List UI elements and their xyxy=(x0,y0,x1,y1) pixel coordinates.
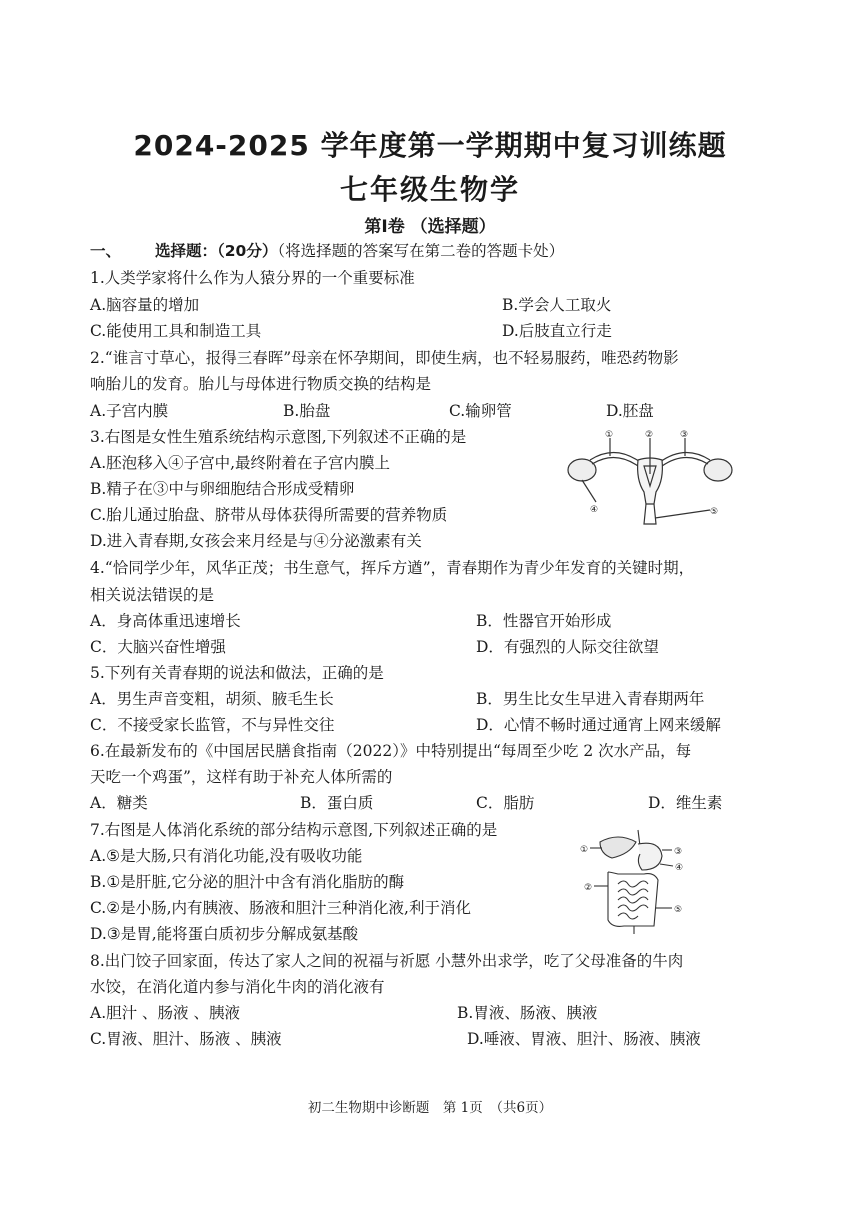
q1-option-c: C.能使用工具和制造工具 xyxy=(90,322,262,340)
q6-option-a: A．糖类 xyxy=(90,794,148,812)
q2-option-c: C.输卵管 xyxy=(449,402,512,420)
large-intestine xyxy=(608,872,658,926)
q4-option-a: A．身高体重迅速增长 xyxy=(90,612,241,630)
digest-label-2: ② xyxy=(584,883,593,893)
question-8-stem-line1: 8.出门饺子回家面，传达了家人之间的祝福与祈愿 小慧外出求学，吃了父母准备的牛肉 xyxy=(90,952,684,970)
right-oviduct-inner xyxy=(662,457,708,466)
q2-option-b: B.胎盘 xyxy=(283,402,331,420)
q7-option-b: B.①是肝脏,它分泌的胆汁中含有消化脂肪的酶 xyxy=(90,873,405,891)
stomach xyxy=(638,843,662,870)
question-1-stem: 1.人类学家将什么作为人猿分界的一个重要标准 xyxy=(90,269,415,287)
repro-label-3: ③ xyxy=(680,430,689,440)
q8-option-a: A.胆汁 、肠液 、胰液 xyxy=(90,1004,240,1022)
left-ovary xyxy=(568,459,596,481)
q6-option-c: C．脂肪 xyxy=(476,794,535,812)
question-2-stem-line2: 响胎儿的发育。胎儿与母体进行物质交换的结构是 xyxy=(90,375,432,393)
repro-label-1: ① xyxy=(605,430,614,440)
repro-label-2: ② xyxy=(645,430,654,440)
digest-label-1: ① xyxy=(580,845,589,855)
q3-option-b: B.精子在③中与卵细胞结合形成受精卵 xyxy=(90,480,355,498)
question-6-stem-line2: 天吃一个鸡蛋”，这样有助于补充人体所需的 xyxy=(90,768,393,786)
left-oviduct-inner xyxy=(592,457,638,466)
exam-title: 2024-2025 学年度第一学期期中复习训练题 xyxy=(133,129,727,162)
q6-option-d: D．维生素 xyxy=(648,794,723,812)
vagina xyxy=(644,504,656,524)
question-2-stem-line1: 2.“谁言寸草心，报得三春晖”母亲在怀孕期间，即使生病，也不轻易服药，唯恐药物影 xyxy=(90,349,679,367)
liver xyxy=(600,837,636,858)
question-3-stem: 3.右图是女性生殖系统结构示意图,下列叙述不正确的是 xyxy=(90,428,467,446)
small-intestine xyxy=(618,881,648,919)
question-6-stem-line1: 6.在最新发布的《中国居民膳食指南（2022）》中特别提出“每周至少吃 2 次水产品，每 xyxy=(90,742,692,760)
question-4-stem-line2: 相关说法错误的是 xyxy=(90,586,215,604)
q2-option-d: D.胚盘 xyxy=(606,402,654,420)
question-5-stem: 5.下列有关青春期的说法和做法，正确的是 xyxy=(90,664,384,682)
q3-option-d: D.进入青春期,女孩会来月经是与④分泌激素有关 xyxy=(90,532,422,550)
section-heading xyxy=(90,241,564,261)
q4-option-c: C．大脑兴奋性增强 xyxy=(90,638,226,656)
reproductive-system-figure xyxy=(560,430,740,530)
q5-option-b: B．男生比女生早进入青春期两年 xyxy=(476,690,705,708)
question-7-stem: 7.右图是人体消化系统的部分结构示意图,下列叙述正确的是 xyxy=(90,821,498,839)
part-heading: 第Ⅰ卷 （选择题） xyxy=(364,217,496,237)
digestive-system-figure xyxy=(578,828,688,936)
right-ovary xyxy=(704,459,732,481)
q5-option-a: A．男生声音变粗，胡须、腋毛生长 xyxy=(90,690,334,708)
repro-label-4: ④ xyxy=(590,505,599,515)
section-number: 一、 xyxy=(90,242,122,260)
q2-option-a: A.子宫内膜 xyxy=(90,402,169,420)
digest-label-4: ④ xyxy=(675,863,684,873)
q5-option-d: D．心情不畅时通过通宵上网来缓解 xyxy=(476,716,721,734)
digest-label-5: ⑤ xyxy=(674,905,683,915)
q1-option-b: B.学会人工取火 xyxy=(502,296,612,314)
section-name: 选择题：（20分） xyxy=(155,242,278,260)
q5-option-c: C．不接受家长监管，不与异性交往 xyxy=(90,716,335,734)
q4-option-d: D．有强烈的人际交往欲望 xyxy=(476,638,659,656)
q6-option-b: B．蛋白质 xyxy=(300,794,374,812)
repro-label-5: ⑤ xyxy=(710,507,719,517)
q8-option-c: C.胃液、胆汁、肠液 、胰液 xyxy=(90,1030,282,1048)
question-8-stem-line2: 水饺，在消化道内参与消化牛肉的消化液有 xyxy=(90,978,385,996)
q7-option-a: A.⑤是大肠,只有消化功能,没有吸收功能 xyxy=(90,847,363,865)
q3-option-a: A.胚泡移入④子宫中,最终附着在子宫内膜上 xyxy=(90,454,391,472)
q8-option-b: B.胃液、肠液、胰液 xyxy=(457,1004,598,1022)
q7-option-d: D.③是胃,能将蛋白质初步分解成氨基酸 xyxy=(90,925,359,943)
digest-label-3: ③ xyxy=(674,847,683,857)
q1-option-d: D.后肢直立行走 xyxy=(502,322,612,340)
q1-option-a: A.脑容量的增加 xyxy=(90,296,200,314)
q4-option-b: B．性器官开始形成 xyxy=(476,612,612,630)
section-note: （将选择题的答案写在第二卷的答题卡处） xyxy=(277,242,565,260)
q7-option-c: C.②是小肠,内有胰液、肠液和胆汁三种消化液,利于消化 xyxy=(90,899,471,917)
page-footer: 初二生物期中诊断题 第 1页 （共6页） xyxy=(307,1100,553,1116)
question-4-stem-line1: 4.“恰同学少年，风华正茂；书生意气，挥斥方遒”，青春期作为青少年发育的关键时期， xyxy=(90,559,695,577)
q8-option-d: D.唾液、胃液、胆汁、肠液、胰液 xyxy=(467,1030,701,1048)
q3-option-c: C.胎儿通过胎盘、脐带从母体获得所需要的营养物质 xyxy=(90,506,448,524)
exam-subtitle: 七年级生物学 xyxy=(339,173,520,206)
